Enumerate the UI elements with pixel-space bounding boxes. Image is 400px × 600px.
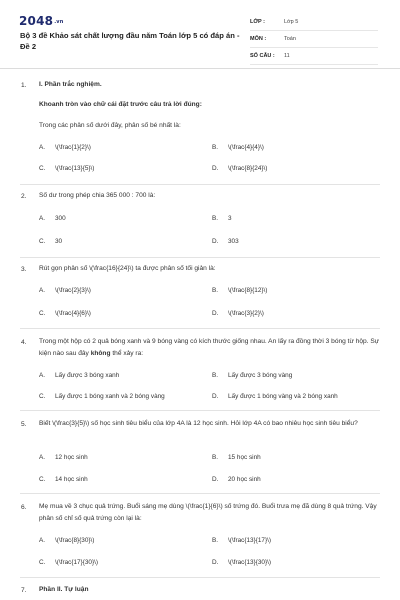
option-letter: D.	[212, 310, 219, 317]
option-letter: C.	[39, 476, 46, 483]
option-letter: D.	[212, 238, 219, 245]
option-d[interactable]	[212, 476, 261, 483]
option-text: Lấy được 3 bóng xanh	[55, 372, 120, 379]
option-text: 14 học sinh	[55, 476, 88, 483]
option-text: 20 học sinh	[228, 476, 261, 483]
meta-value: Lớp 5	[284, 19, 299, 25]
option-text: \(\frac{8}{12}\)	[228, 287, 268, 294]
option-letter: B.	[212, 454, 219, 461]
option-letter: C.	[39, 238, 46, 245]
site-logo[interactable]	[19, 14, 64, 28]
option-text: \(\frac{17}{30}\)	[55, 559, 98, 566]
option-text: Lấy được 1 bóng vàng và 2 bóng xanh	[228, 393, 338, 400]
question-number: 3.	[21, 266, 27, 273]
option-b[interactable]	[212, 454, 261, 461]
option-text: \(\frac{13}{5}\)	[55, 165, 95, 172]
option-text: Lấy được 3 bóng vàng	[228, 372, 293, 379]
option-text: \(\frac{8}{24}\)	[228, 165, 268, 172]
option-text: \(\frac{13}{30}\)	[228, 559, 271, 566]
meta-value: 11	[284, 53, 290, 59]
option-text: 12 học sinh	[55, 454, 88, 461]
question-text: Rút gọn phân số \(\frac{16}{24}\) ta được phân số tối giản là:	[39, 265, 216, 272]
option-letter: D.	[212, 559, 219, 566]
option-d[interactable]	[212, 238, 239, 245]
option-letter: C.	[39, 559, 46, 566]
option-b[interactable]	[212, 144, 264, 151]
option-letter: D.	[212, 165, 219, 172]
option-letter: A.	[39, 372, 46, 379]
option-letter: B.	[212, 287, 219, 294]
meta-label: SỐ CÂU :	[250, 53, 275, 59]
question-text: Số dư trong phép chia 365 000 : 700 là:	[39, 192, 156, 199]
logo-suffix: .vn	[54, 18, 64, 25]
option-text: \(\frac{4}{6}\)	[55, 310, 91, 317]
option-c[interactable]	[39, 165, 94, 172]
option-text: 15 học sinh	[228, 454, 261, 461]
divider	[20, 184, 380, 185]
option-text: 303	[228, 238, 239, 245]
option-letter: C.	[39, 165, 46, 172]
option-c[interactable]	[39, 476, 88, 483]
option-letter: A.	[39, 454, 46, 461]
divider	[20, 257, 380, 258]
question-text	[39, 336, 384, 360]
question-text: Trong các phân số dưới đây, phân số bé nhất là:	[39, 122, 181, 129]
option-letter: B.	[212, 537, 219, 544]
divider	[20, 410, 380, 411]
option-b[interactable]	[212, 537, 271, 544]
option-letter: C.	[39, 393, 46, 400]
option-d[interactable]	[212, 310, 264, 317]
meta-row-grade	[250, 14, 378, 31]
option-d[interactable]	[212, 165, 267, 172]
logo-text: 2048	[19, 14, 54, 28]
option-text: \(\frac{3}{2}\)	[228, 310, 264, 317]
question-number: 1.	[21, 82, 27, 89]
option-c[interactable]	[39, 238, 62, 245]
divider	[20, 493, 380, 494]
option-letter: B.	[212, 144, 219, 151]
meta-label: MÔN :	[250, 36, 267, 42]
section-heading: I. Phần trắc nghiệm.	[39, 81, 102, 88]
meta-label: LỚP :	[250, 19, 265, 25]
option-text: \(\frac{2}{3}\)	[55, 287, 91, 294]
option-text: \(\frac{8}{30}\)	[55, 537, 95, 544]
option-text: 3	[228, 215, 232, 222]
meta-row-question-count	[250, 48, 378, 65]
option-b[interactable]	[212, 215, 232, 222]
option-letter: B.	[212, 372, 219, 379]
option-letter: D.	[212, 393, 219, 400]
instruction-text: Khoanh tròn vào chữ cái đặt trước câu trả lời đúng:	[39, 101, 202, 108]
option-text: \(\frac{4}{4}\)	[228, 144, 264, 151]
worksheet-header	[0, 0, 400, 69]
meta-row-subject	[250, 31, 378, 48]
option-text: \(\frac{1}{2}\)	[55, 144, 91, 151]
option-d[interactable]	[212, 393, 338, 400]
option-b[interactable]	[212, 287, 267, 294]
question-text-part: Trong một hộp có 2 quả bóng xanh và 9 bóng vàng có kích thước giống nhau. An lấy ra đồng thời 3 bóng từ hộp. Sự kiện nào sau đây	[39, 338, 380, 357]
divider	[20, 328, 380, 329]
option-letter: A.	[39, 287, 46, 294]
question-number: 7.	[21, 587, 27, 594]
option-d[interactable]	[212, 559, 271, 566]
option-text: 30	[55, 238, 63, 245]
option-letter: A.	[39, 144, 46, 151]
option-letter: A.	[39, 537, 46, 544]
document-title: Bộ 3 đề Khảo sát chất lượng đầu năm Toán lớp 5 có đáp án - Đề 2	[20, 31, 240, 51]
option-a[interactable]	[39, 372, 119, 379]
option-c[interactable]	[39, 393, 165, 400]
question-text-part: thể xảy ra:	[110, 350, 144, 357]
option-a[interactable]	[39, 287, 91, 294]
question-text: Mẹ mua về 3 chục quả trứng. Buổi sáng mẹ dùng \(\frac{1}{6}\) số trứng đó. Buổi trưa mẹ đã dùng 8 quả trứng. Vậy phân số chỉ số quả trứng còn lại là:	[39, 503, 377, 522]
question-number: 4.	[21, 339, 27, 346]
section-heading: Phần II. Tự luận	[39, 586, 89, 593]
option-c[interactable]	[39, 559, 98, 566]
option-b[interactable]	[212, 372, 292, 379]
option-text: 300	[55, 215, 66, 222]
divider	[20, 577, 380, 578]
option-letter: A.	[39, 215, 46, 222]
option-a[interactable]	[39, 454, 88, 461]
option-c[interactable]	[39, 310, 91, 317]
option-letter: B.	[212, 215, 219, 222]
question-text: Biết \(\frac{3}{5}\) số học sinh tiêu biểu của lớp 4A là 12 học sinh. Hỏi lớp 4A có bao nhiêu học sinh tiêu biểu?	[39, 420, 358, 427]
question-number: 2.	[21, 193, 27, 200]
document-meta	[250, 14, 378, 65]
question-number: 5.	[21, 421, 27, 428]
option-letter: D.	[212, 476, 219, 483]
option-text: \(\frac{13}{17}\)	[228, 537, 271, 544]
meta-value: Toán	[284, 36, 296, 42]
option-text: Lấy được 1 bóng xanh và 2 bóng vàng	[55, 393, 165, 400]
option-a[interactable]	[39, 537, 94, 544]
question-text-emphasis: không	[90, 350, 111, 357]
option-a[interactable]	[39, 215, 66, 222]
question-number: 6.	[21, 504, 27, 511]
option-a[interactable]	[39, 144, 91, 151]
option-letter: C.	[39, 310, 46, 317]
